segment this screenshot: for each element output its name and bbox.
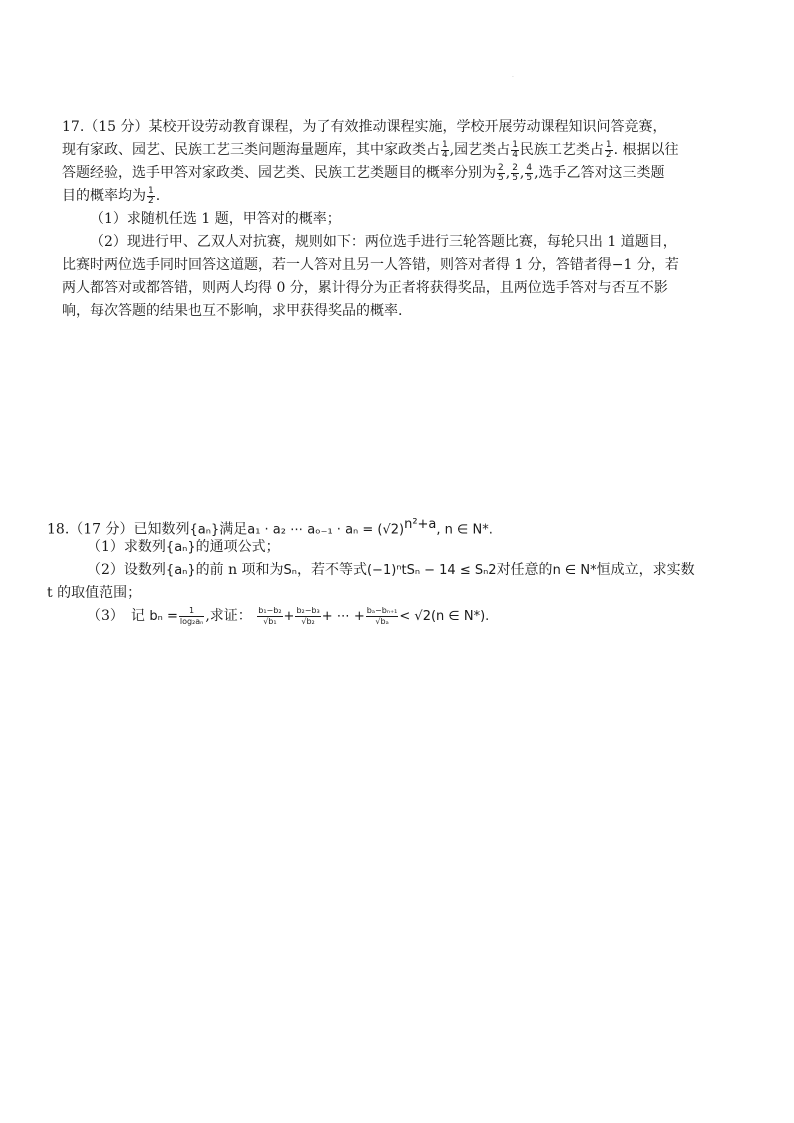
q17-text: 答题经验，选手甲答对家政类、园艺类、民族工艺类题目的概率分别为 [62, 165, 496, 181]
fraction-1-4 [441, 141, 449, 160]
q17-text: ,园艺类占 [449, 142, 511, 158]
frac-num: 1 [605, 139, 612, 150]
frac-num: 2 [512, 162, 518, 173]
frac-num: 1 [512, 139, 518, 150]
frac-num: 1 [148, 185, 154, 196]
frac-den: √bₐ [375, 616, 389, 626]
frac-den: 5 [512, 172, 518, 183]
fraction-term-1 [257, 606, 282, 627]
q18-sub-3 [47, 605, 752, 633]
fraction-2-5 [511, 164, 519, 183]
q18-text: （2）设数列 [87, 562, 166, 578]
frac-den: √b₂ [301, 616, 315, 626]
q17-text: 民族工艺类占 [519, 142, 604, 158]
fraction-term-n [366, 606, 399, 627]
math-inequality: (−1)ⁿtSₙ − 14 ≤ Sₙ2 [366, 563, 497, 578]
frac-num: 2 [498, 162, 504, 173]
q18-text: 18.（17 分）已知数列 [47, 521, 190, 538]
frac-num: 1 [179, 606, 205, 617]
comma: , [519, 165, 525, 181]
q18-sub-2-line-2: t 的取值范围； [47, 585, 142, 601]
page-mark: · [512, 74, 514, 81]
q18-sub-1 [47, 536, 752, 559]
frac-num: 1 [442, 139, 448, 150]
q18-sub-2 [47, 559, 752, 582]
q17-text: 现有家政、园艺、民族工艺三类问题海量题库，其中家政类占 [62, 142, 440, 158]
q17-line-1: 17.（15 分）某校开设劳动教育课程，为了有效推动课程实施，学校开展劳动课程知识问答竞赛， [62, 119, 667, 135]
math-dots: + ⋯ + [321, 609, 365, 624]
math-sn: Sₙ [283, 563, 297, 578]
frac-num: b₁−b₂ [258, 605, 282, 615]
q17-text: ,选手乙答对这三类题 [534, 165, 665, 181]
q17-line-4 [62, 185, 752, 208]
q17-text: . [155, 188, 161, 204]
q18-head [47, 513, 752, 536]
q17-sub-2-line-4: 响，每次答题的结果也互不影响，求甲获得奖品的概率. [62, 303, 403, 319]
math-tail: < √2(n ∈ N*). [399, 609, 490, 624]
q18-text: 的前 n 项和为 [195, 562, 284, 578]
fraction-1-2 [147, 187, 155, 206]
q18-text: （1）求数列 [87, 539, 166, 555]
fraction-1-4 [511, 141, 519, 160]
q17-sub-2-line-3: 两人都答对或都答错，则两人均得 0 分，累计得分为正者将获得奖品，且两位选手答对与否互不影 [62, 280, 668, 296]
frac-den: 5 [498, 172, 504, 183]
q17-text: 目的概率均为 [62, 188, 146, 204]
question-17 [62, 116, 752, 323]
q18-text: 恒成立，求实数 [596, 562, 695, 578]
q17-sub-2-line-1: （2）现进行甲、乙双人对抗赛，规则如下：两位选手进行三轮答题比赛，每轮只出 1 道题目， [90, 234, 677, 250]
frac-num: bₐ−bₙ₊₁ [366, 605, 398, 615]
q18-text: （3） 记 [87, 608, 145, 624]
math-n-in-n: n ∈ N* [552, 563, 597, 578]
frac-num: 4 [526, 162, 533, 173]
q18-text: 对任意的 [496, 562, 553, 578]
fraction-bn-def [179, 606, 205, 627]
fraction-2-5 [497, 164, 505, 183]
frac-den: 2 [148, 195, 154, 206]
q18-text: ，若不等式 [296, 562, 367, 578]
q18-text: 满足 [219, 521, 248, 538]
q17-line-2 [62, 139, 752, 162]
math-an: {aₙ} [165, 540, 196, 555]
comma: , [505, 165, 511, 181]
q17-text: . 根据以往 [613, 142, 679, 158]
fraction-1-2 [605, 141, 613, 160]
frac-num: b₂−b₃ [296, 605, 320, 615]
frac-den: √b₁ [263, 616, 277, 626]
frac-den: 5 [526, 172, 533, 183]
q17-line-3 [62, 162, 752, 185]
q18-text: ,求证： [205, 608, 252, 624]
frac-den: log₂aₙ [179, 616, 204, 626]
math-tail: , n ∈ N*. [436, 522, 493, 538]
q17-sub-1: （1）求随机任选 1 题，甲答对的概率； [90, 211, 341, 227]
fraction-4-5 [525, 164, 533, 183]
math-product: a₁ · a₂ ⋯ aₒ₋₁ · aₙ = (√2) [247, 522, 405, 538]
math-an: {aₙ} [189, 522, 220, 538]
frac-den: 2 [605, 149, 612, 160]
math-an: {aₙ} [165, 563, 196, 578]
q18-text: 的通项公式； [195, 539, 280, 555]
fraction-term-2 [295, 606, 320, 627]
math-bn: bₙ = [149, 609, 178, 624]
math-plus: + [283, 609, 295, 624]
frac-den: 4 [442, 149, 448, 160]
question-18 [47, 513, 752, 633]
math-exponent: n²+a [404, 517, 437, 532]
frac-den: 4 [512, 149, 518, 160]
q17-sub-2-line-2: 比赛时两位选手同时回答这道题，若一人答对且另一人答错，则答对者得 1 分，答错者得−1 分，若 [62, 257, 679, 273]
